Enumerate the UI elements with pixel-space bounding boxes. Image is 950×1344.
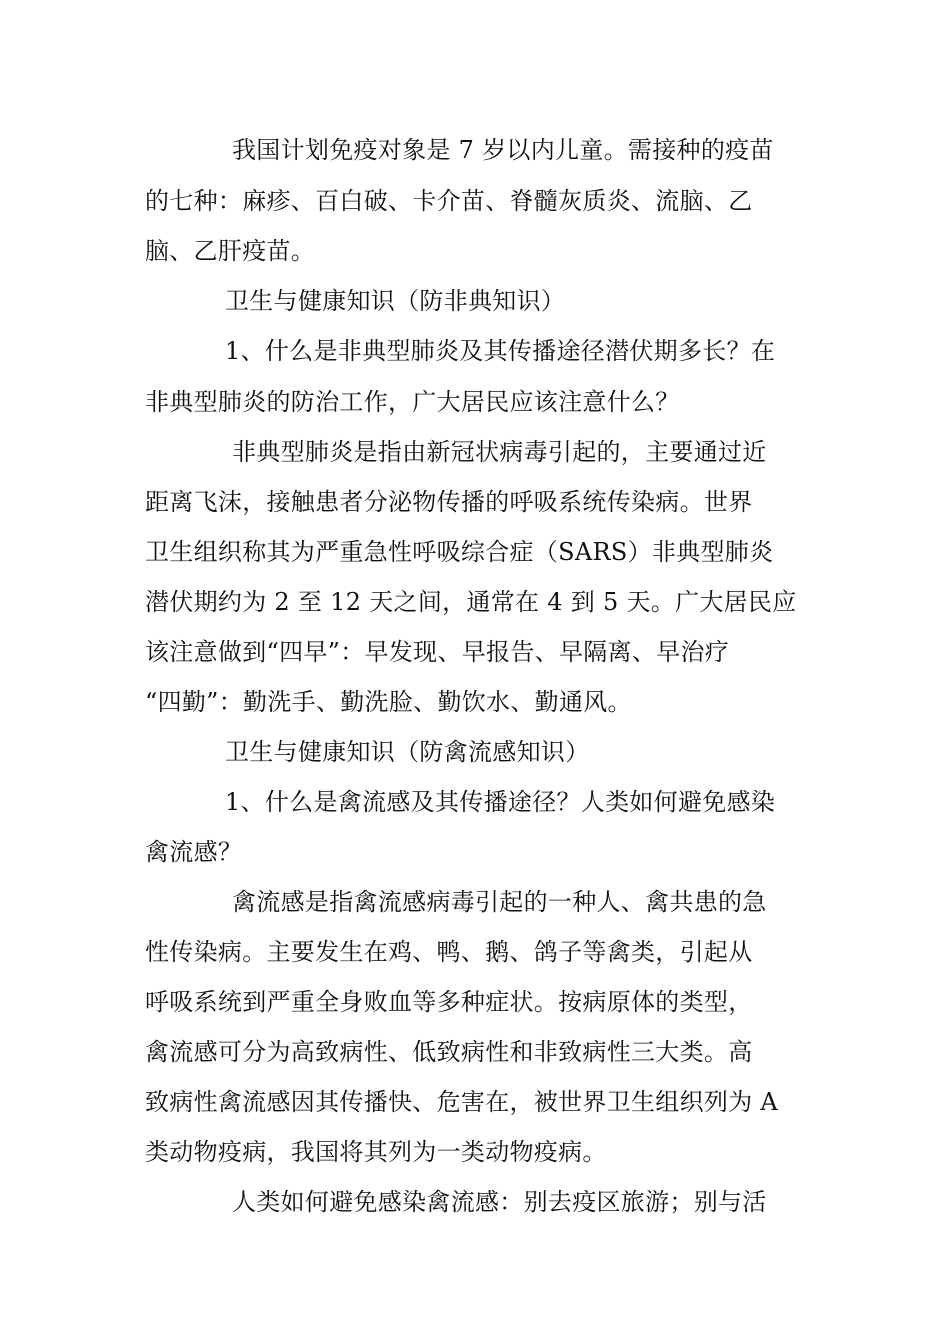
answer-sars-line-6: “四勤”：勤洗手、勤洗脸、勤饮水、勤通风。 xyxy=(145,688,632,716)
paragraph-vaccine-line-2: 的七种：麻疹、百白破、卡介苗、脊髓灰质炎、流脑、乙 xyxy=(145,187,753,215)
paragraph-vaccine-line-3: 脑、乙肝疫苗。 xyxy=(145,237,316,265)
answer-sars-line-5: 该注意做到“四早”：早发现、早报告、早隔离、早治疗 xyxy=(145,638,730,666)
question-sars-line-2: 非典型肺炎的防治工作，广大居民应该注意什么？ xyxy=(145,388,680,416)
heading-sars-knowledge: 卫生与健康知识（防非典知识） xyxy=(225,287,566,315)
answer-sars-line-3: 卫生组织称其为严重急性呼吸综合症（SARS）非典型肺炎 xyxy=(145,538,774,566)
question-sars-line-1: 1、什么是非典型肺炎及其传播途径潜伏期多长？在 xyxy=(225,337,776,365)
answer-bird-flu-line-6: 类动物疫病，我国将其列为一类动物疫病。 xyxy=(145,1138,607,1166)
answer-bird-flu-line-1: 禽流感是指禽流感病毒引起的一种人、禽共患的急 xyxy=(232,888,767,916)
paragraph-vaccine-line-1: 我国计划免疫对象是 7 岁以内儿童。需接种的疫苗 xyxy=(232,136,774,164)
answer-sars-line-2: 距离飞沫，接触患者分泌物传播的呼吸系统传染病。世界 xyxy=(145,488,753,516)
answer-bird-flu-line-3: 呼吸系统到严重全身败血等多种症状。按病原体的类型， xyxy=(145,988,753,1016)
question-bird-flu-line-1: 1、什么是禽流感及其传播途径？人类如何避免感染 xyxy=(225,788,776,816)
prevention-bird-flu-line-1: 人类如何避免感染禽流感：别去疫区旅游；别与活 xyxy=(232,1188,767,1216)
answer-bird-flu-line-5: 致病性禽流感因其传播快、危害在，被世界卫生组织列为 A xyxy=(145,1088,779,1116)
heading-bird-flu-knowledge: 卫生与健康知识（防禽流感知识） xyxy=(225,738,590,766)
answer-bird-flu-line-4: 禽流感可分为高致病性、低致病性和非致病性三大类。高 xyxy=(145,1038,753,1066)
question-bird-flu-line-2: 禽流感？ xyxy=(145,838,243,866)
answer-bird-flu-line-2: 性传染病。主要发生在鸡、鸭、鹅、鸽子等禽类，引起从 xyxy=(145,938,753,966)
answer-sars-line-1: 非典型肺炎是指由新冠状病毒引起的，主要通过近 xyxy=(232,438,767,466)
answer-sars-line-4: 潜伏期约为 2 至 12 天之间，通常在 4 到 5 天。广大居民应 xyxy=(145,588,797,616)
